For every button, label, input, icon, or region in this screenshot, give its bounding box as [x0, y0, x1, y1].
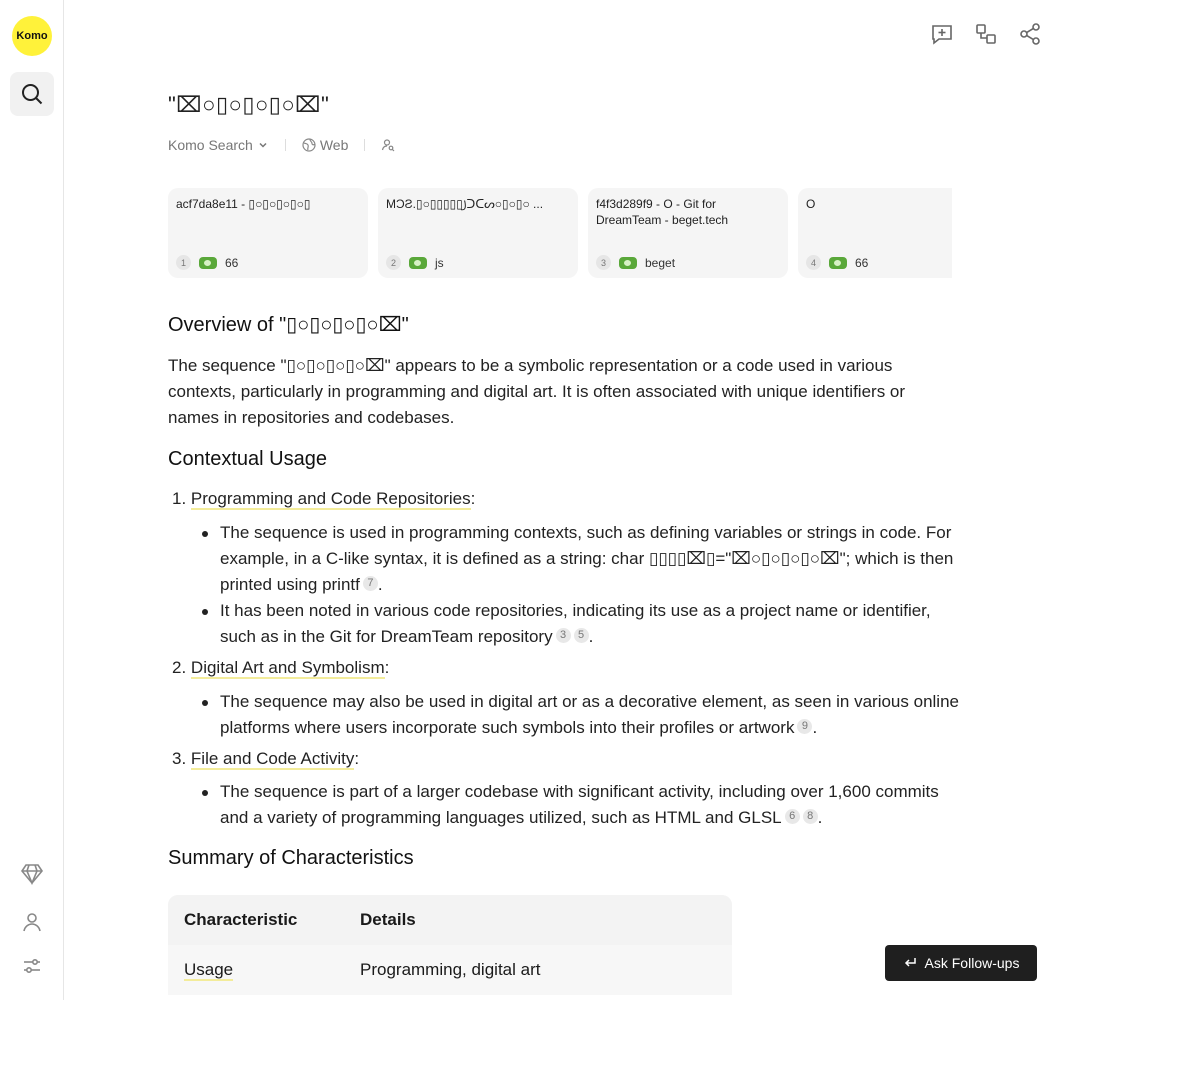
source-card[interactable] — [798, 188, 952, 278]
enter-icon — [903, 957, 917, 969]
bullet-item: The sequence may also be used in digital art or as a decorative element, as seen in various online platforms where users incorporate such symbols into their profiles or artwork 9 . — [220, 689, 960, 741]
source-number: 4 — [806, 255, 821, 270]
top-actions — [928, 20, 1044, 48]
bullet-text: It has been noted in various code repositories, indicating its use as a project name or identifier, such as in the Git for DreamTeam repository — [220, 601, 931, 646]
source-title: f4f3d289f9 - O - Git for DreamTeam - beget.tech — [596, 197, 729, 227]
search-icon — [20, 82, 44, 106]
settings-button[interactable] — [20, 954, 44, 978]
ask-followups-button[interactable] — [885, 945, 1037, 981]
source-number: 3 — [596, 255, 611, 270]
add-comment-button[interactable] — [928, 20, 956, 48]
citation-badge[interactable]: 5 — [574, 628, 589, 643]
column-header: Characteristic — [184, 910, 298, 929]
list-item — [172, 489, 475, 509]
bullet-item: The sequence is part of a larger codebase with significant activity, including over 1,600 commits and a variety of programming languages utilized, such as HTML and GLSL 6 8 . — [220, 779, 960, 831]
colon: : — [470, 489, 476, 508]
table-cell — [168, 960, 360, 980]
source-site: 66 — [855, 255, 869, 270]
source-site: 66 — [225, 255, 239, 270]
citation-badge[interactable]: 7 — [363, 576, 378, 591]
query-title: "⌧○▯○▯○▯○⌧" — [168, 92, 330, 117]
share-button[interactable] — [1016, 20, 1044, 48]
summary-table — [168, 895, 732, 995]
shapes-icon — [974, 22, 998, 46]
list-item — [172, 749, 359, 769]
bullet-item: The sequence is used in programming contexts, such as defining variables or strings in code. For example, in a C-like syntax, it is defined as a string: char ▯▯▯▯⌧▯="⌧○▯○▯○▯○⌧"; which is then printed using printf 7 . — [220, 520, 960, 598]
source-card[interactable] — [378, 188, 578, 278]
list-number: 1. — [172, 489, 187, 508]
citation-badge[interactable]: 9 — [797, 719, 812, 734]
favicon-icon — [619, 257, 637, 269]
bullet-text: The sequence is part of a larger codebase with significant activity, including over 1,600 commits and a variety of programming languages utilized, such as HTML and GLSL — [220, 782, 939, 827]
source-title: acf7da8e11 - ▯○▯○▯○▯○▯ — [176, 197, 311, 211]
topic-link[interactable]: File and Code Activity — [190, 749, 355, 768]
topic-link[interactable]: Digital Art and Symbolism — [190, 658, 385, 677]
comment-plus-icon — [930, 22, 954, 46]
logo-text: Komo — [16, 30, 48, 42]
contextual-heading: Contextual Usage — [168, 448, 327, 470]
bullet-text: The sequence may also be used in digital art or as a decorative element, as seen in various online platforms where users incorporate such symbols into their profiles or artwork — [220, 692, 959, 737]
engine-selector[interactable] — [168, 137, 269, 153]
sidebar — [0, 0, 64, 1000]
table-cell: Programming, digital art — [360, 960, 541, 979]
overview-paragraph: The sequence "▯○▯○▯○▯○⌧" appears to be a symbolic representation or a code used in various contexts, particularly in programming and digital art. It is often associated with unique identifiers or names in repositories and codebases. — [168, 356, 906, 427]
source-site: beget — [645, 255, 676, 270]
citation-badge[interactable]: 8 — [803, 809, 818, 824]
favicon-icon — [199, 257, 217, 269]
source-card[interactable] — [588, 188, 788, 278]
source-title: MϽƧ.▯○▯▯▯▯▯꠸ᑐᑕᔕ○▯○▯○ ... — [386, 197, 544, 211]
source-label: Web — [319, 137, 349, 153]
source-cards — [168, 188, 952, 280]
source-site: js — [435, 255, 444, 270]
source-number: 2 — [386, 255, 401, 270]
bullet-item: It has been noted in various code repositories, indicating its use as a project name or identifier, such as in the Git for DreamTeam repository 3 5 . — [220, 598, 960, 650]
user-icon — [20, 910, 44, 934]
list-item — [172, 658, 389, 678]
komo-logo[interactable] — [12, 16, 52, 56]
source-number: 1 — [176, 255, 191, 270]
favicon-icon — [829, 257, 847, 269]
list-number: 3. — [172, 749, 187, 768]
colon: : — [384, 658, 390, 677]
divider — [285, 139, 286, 151]
favicon-icon — [409, 257, 427, 269]
source-card[interactable] — [168, 188, 368, 278]
divider — [364, 139, 365, 151]
profile-button[interactable] — [20, 910, 44, 934]
overview-heading: Overview of "▯○▯○▯○▯○⌧" — [168, 314, 409, 336]
summary-heading: Summary of Characteristics — [168, 847, 414, 869]
list-number: 2. — [172, 658, 187, 677]
column-header: Details — [360, 910, 416, 929]
source-footer — [386, 255, 444, 270]
sliders-icon — [22, 956, 42, 976]
search-meta — [168, 137, 395, 153]
topic-link[interactable]: Programming and Code Repositories — [190, 489, 471, 508]
mindmap-button[interactable] — [972, 20, 1000, 48]
citation-badge[interactable]: 3 — [556, 628, 571, 643]
engine-label: Komo Search — [168, 137, 253, 153]
bullet-text: The sequence is used in programming contexts, such as defining variables or strings in code. For example, in a C-like syntax, it is defined as a string: char ▯▯▯▯⌧▯="⌧○▯○▯○▯○⌧"; which is then printed using printf — [220, 523, 954, 594]
colon: : — [354, 749, 360, 768]
source-filter[interactable] — [302, 137, 349, 153]
persona-button[interactable] — [381, 138, 395, 152]
diamond-icon — [20, 862, 44, 886]
search-nav-button[interactable] — [10, 72, 54, 116]
source-footer — [176, 255, 238, 270]
citation-badge[interactable]: 6 — [785, 809, 800, 824]
user-search-icon — [381, 138, 395, 152]
source-footer — [596, 255, 675, 270]
source-footer — [806, 255, 868, 270]
cell-link[interactable]: Usage — [184, 960, 234, 979]
premium-button[interactable] — [20, 862, 44, 886]
share-icon — [1018, 22, 1042, 46]
chevron-down-icon — [257, 139, 269, 151]
source-title: O — [806, 197, 816, 211]
table-header — [168, 895, 732, 945]
table-row — [168, 945, 732, 995]
ask-label: Ask Follow-ups — [924, 955, 1020, 971]
globe-icon — [302, 138, 316, 152]
